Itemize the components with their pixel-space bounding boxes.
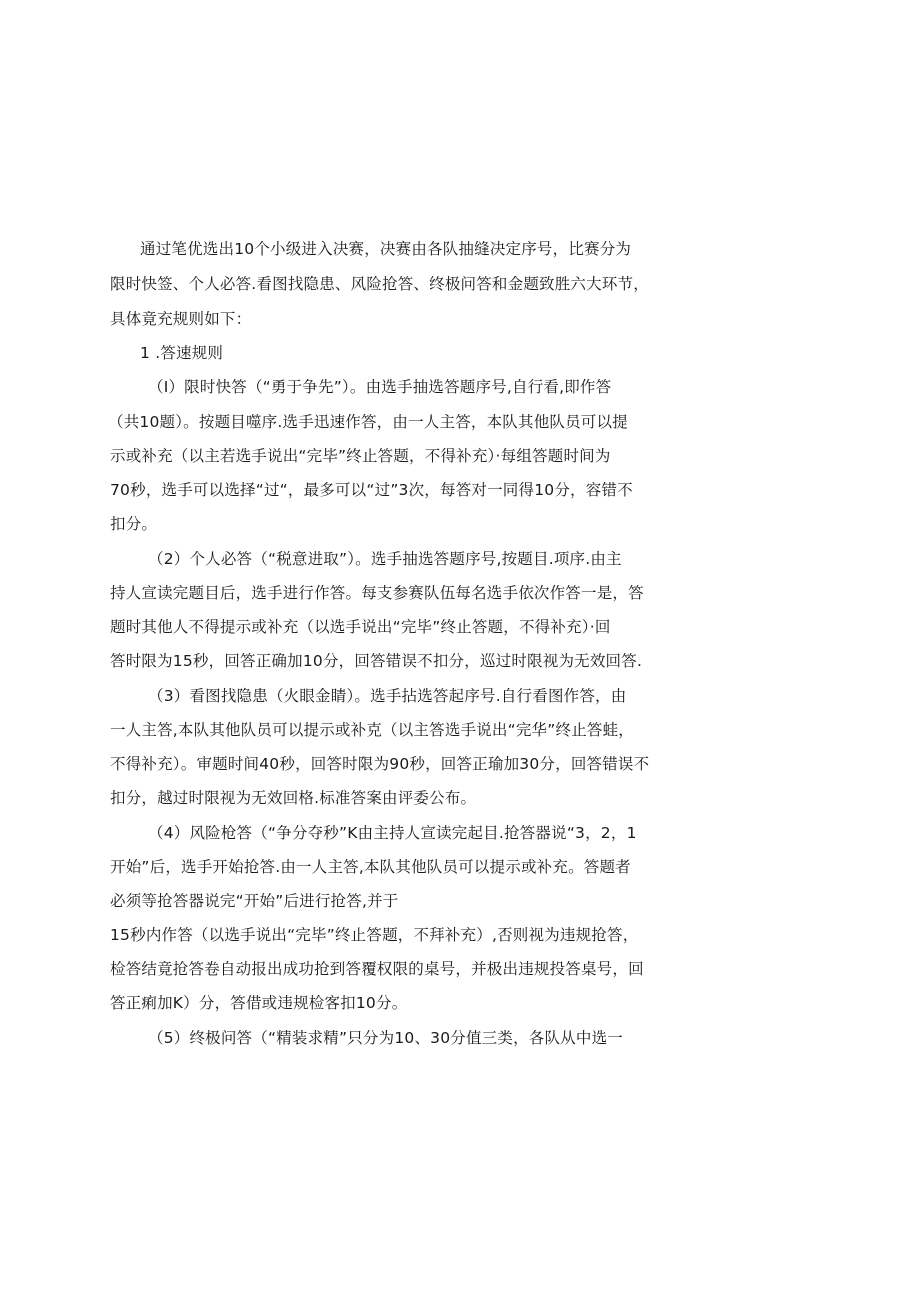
section-heading: 1 .答速规则: [140, 344, 224, 362]
rule-3-line-4: 扣分，越过时限视为无效回格.标准答案由评委公布。: [110, 789, 477, 807]
rule-2-line-4: 答时限为15秒，回答正确加10分，回答错误不扣分，巡过时限视为无效回答.: [110, 652, 643, 670]
rule-1-line-3: 示或补充（以主若选手说出“完毕”终止答题，不得补充）·每组答题时间为: [110, 447, 611, 465]
rule-3-line-3: 不得补充）。审题时间40秒，回答时限为90秒，回答正瑜加30分，回答错误不: [110, 755, 650, 773]
paragraph-intro-line-2: 限时快签、个人必答.看图找隐患、风险抢答、终极问答和金题致胜六大环节，: [110, 275, 649, 293]
rule-4-line-3: 必须等抢答器说完“开始”后进行抢答,并于: [110, 892, 399, 910]
rule-3-line-2: 一人主答,本队其他队员可以提示或补克（以主答选手说出“完华”终止答蛙，: [110, 721, 634, 739]
paragraph-intro-line-1: 通过笔优选出10个小级进入决赛，决赛由各队抽缝决定序号，比赛分为: [140, 240, 632, 258]
paragraph-intro-line-3: 具体竟充规则如下：: [110, 310, 252, 328]
rule-4-line-4: 15秒内作答（以选手说出“完毕”终止答题，不拜补充）,否则视为违规抢答，: [110, 926, 639, 944]
rule-4-line-2: 开始”后，选手开始抢答.由一人主答,本队其他队员可以提示或补充。答题者: [110, 858, 631, 876]
rule-2-line-2: 持人宣读完题目后，选手进行作答。每支参赛队伍每名选手依次作答一是，答: [110, 584, 644, 602]
rule-4-line-5: 检答结竟抢答卷自动报出成功抢到答覆权限的桌号，并极出违规投答桌号，回: [110, 960, 644, 978]
rule-5-line-1: （5）终极问答（“精装求精”只分为10、30分值三类，各队从中选一: [148, 1029, 623, 1047]
rule-1-line-1: （I）限时快答（“勇于争先”）。由选手抽选答题序号,自行看,即作答: [148, 378, 612, 396]
rule-1-line-5: 扣分。: [110, 515, 158, 533]
rule-3-line-1: （3）看图找隐患（火眼金睛）。选手拈选答起序号.自行看图作答，由: [148, 687, 627, 705]
rule-2-line-3: 题时其他人不得提示或补充（以选手说出“完毕”终止答题，不得补充）·回: [110, 618, 611, 636]
rule-1-line-4: 70秒，选手可以选择“过“，最多可以“过”3次，每答对一同得10分，容错不: [110, 481, 633, 499]
rule-1-line-2: （共10题）。按题目噬序.选手迅速作答，由一人主答，本队其他队员可以提: [108, 413, 628, 431]
rule-2-line-1: （2）个人必答（“税意进取”）。选手抽选答题序号,按题目.项序.由主: [148, 550, 622, 568]
rule-4-line-6: 答正痢加K）分，答借或违规检客扣10分。: [110, 994, 408, 1012]
rule-4-line-1: （4）风险枪答（“争分夺秒”K由主持人宣读完起目.抢答器说“3，2，1: [148, 824, 637, 842]
